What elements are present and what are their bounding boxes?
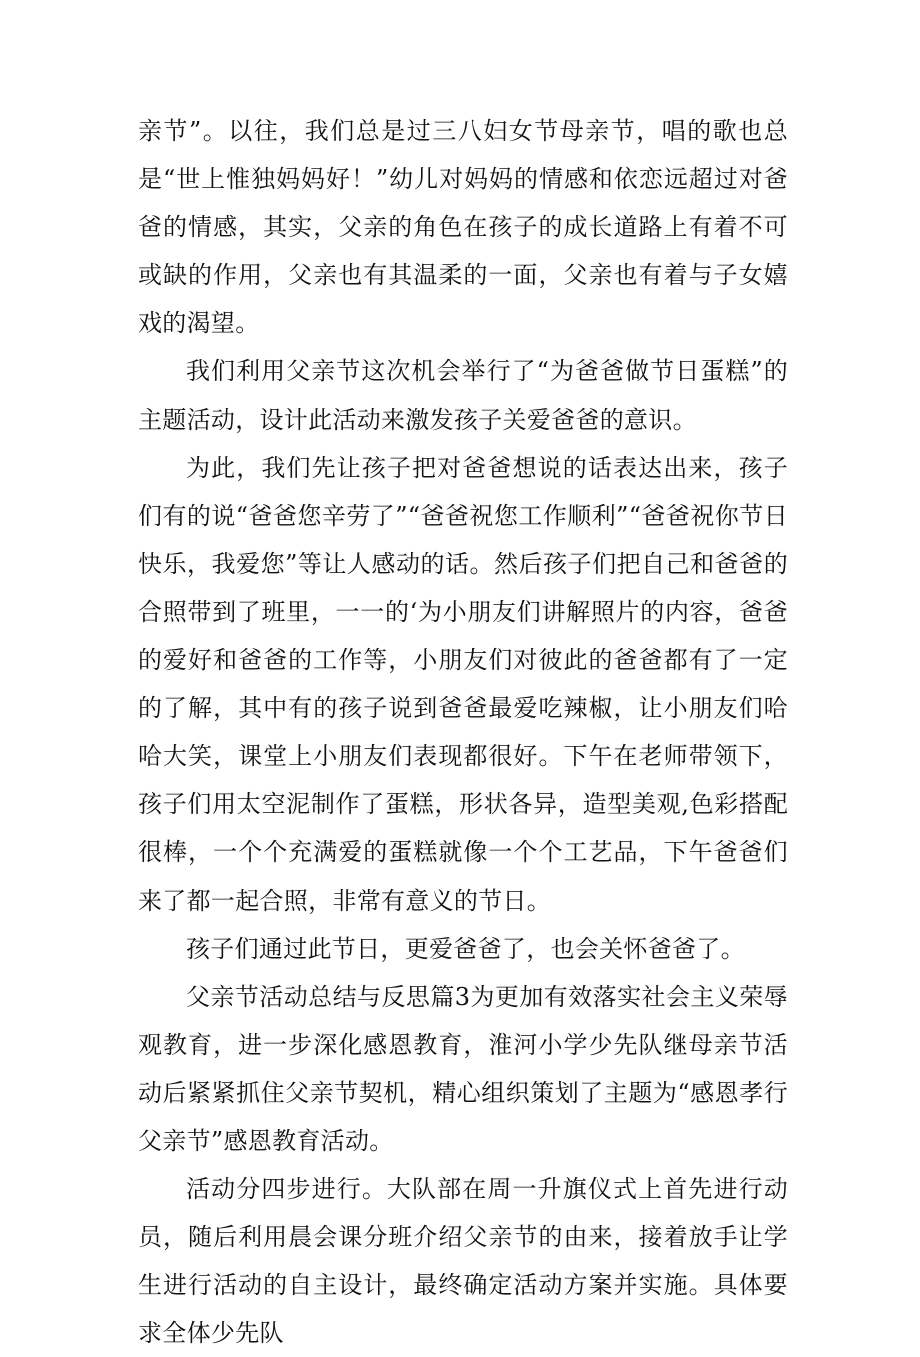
paragraph: 父亲节活动总结与反思篇3为更加有效落实社会主义荣辱观教育，进一步深化感恩教育，淮河小学少先队继母亲节活动后紧紧抓住父亲节契机，精心组织策划了主题为“感恩孝行父亲节”感恩教育活动。: [138, 982, 788, 1155]
paragraph-continued: 亲节”。以往，我们总是过三八妇女节母亲节，唱的歌也总是“世上惟独妈妈好！”幼儿对妈妈的情感和依恋远超过对爸爸的情感，其实，父亲的角色在孩子的成长道路上有着不可或缺的作用，父亲也有其温柔的一面，父亲也有着与子女嬉戏的渴望。: [138, 117, 788, 338]
paragraph: 我们利用父亲节这次机会举行了“为爸爸做节日蛋糕”的主题活动，设计此活动来激发孩子关爱爸爸的意识。: [138, 357, 788, 434]
paragraph: 为此，我们先让孩子把对爸爸想说的话表达出来，孩子们有的说“爸爸您辛劳了”“爸爸祝您工作顺利”“爸爸祝你节日快乐，我爱您”等让人感动的话。然后孩子们把自己和爸爸的合照带到了班里，一一的‘为小朋友们讲解照片的内容，爸爸的爱好和爸爸的工作等，小朋友们对彼此的爸爸都有了一定的了解，其中有的孩子说到爸爸最爱吃辣椒，让小朋友们哈哈大笑，课堂上小朋友们表现都很好。下午在老师带领下，孩子们用太空泥制作了蛋糕，形状各异，造型美观,色彩搭配很棒，一个个充满爱的蛋糕就像一个个工艺品，下午爸爸们来了都一起合照，非常有意义的节日。: [138, 453, 788, 915]
paragraph: 孩子们通过此节日，更爱爸爸了，也会关怀爸爸了。: [186, 934, 745, 963]
document-body: [138, 107, 788, 1357]
paragraph: 活动分四步进行。大队部在周一升旗仪式上首先进行动员，随后利用晨会课分班介绍父亲节的由来，接着放手让学生进行活动的自主设计，最终确定活动方案并实施。具体要求全体少先队: [138, 1175, 788, 1348]
